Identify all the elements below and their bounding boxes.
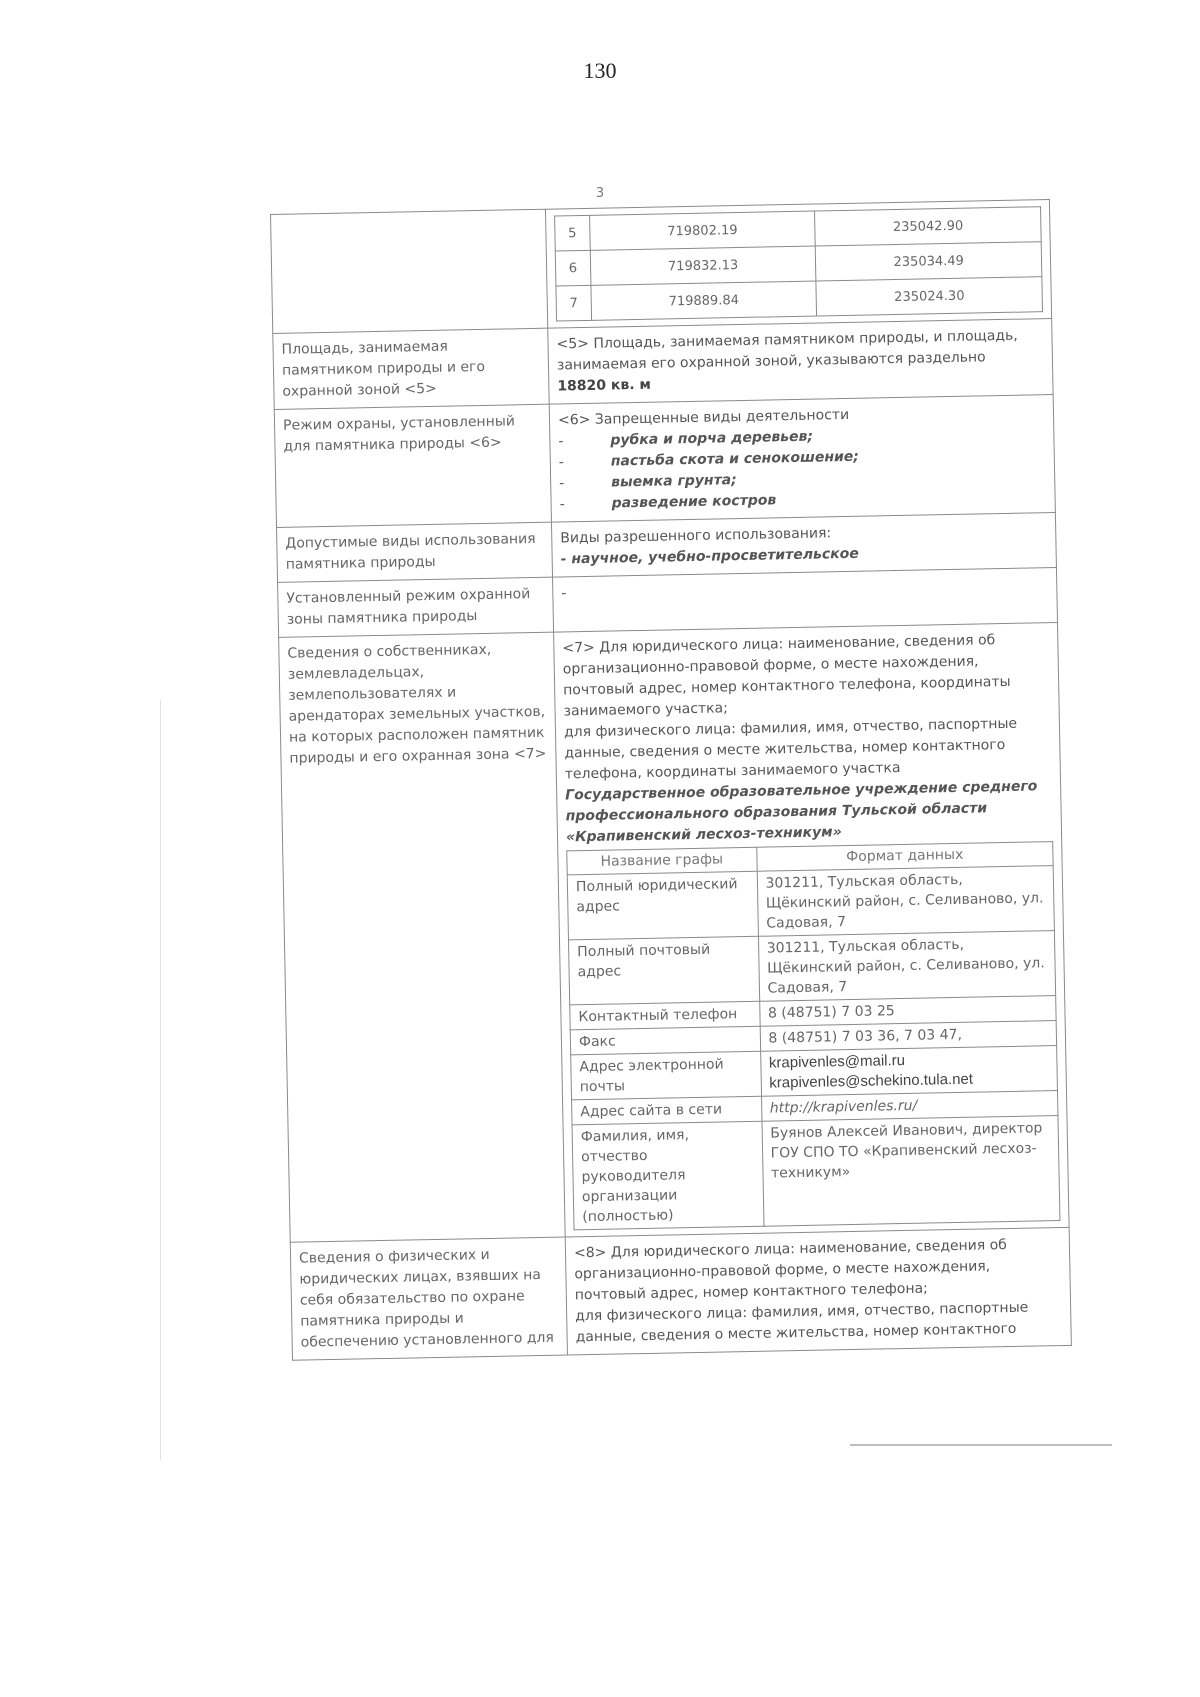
owners-text-person: для физического лица: фамилия, имя, отчество, паспортные данные, сведения о месте жительства, номер контактного телефона, координаты занимаемого участка: [563, 715, 1018, 783]
area-value: 18820 кв. м: [557, 376, 652, 395]
table-row: Фамилия, имя, отчество руководителя организации (полностью) Буянов Алексей Иванович, директор ГОУ СПО ТО «Крапивенский лесхоз-техникум»: [572, 1116, 1060, 1230]
area-text: <5> Площадь, занимаемая памятником природы, и площадь, занимаемая его охранной зоной, указываются раздельно: [556, 327, 1018, 374]
scan-edge-line: [160, 700, 161, 1460]
contacts-table: [566, 841, 1060, 1230]
coord-number: 6: [555, 250, 590, 286]
obligations-text-person: для физического лица: фамилия, имя, отчество, паспортные данные, сведения о месте жительства, номер контактного: [575, 1299, 1029, 1346]
email-link[interactable]: krapivenles@schekino.tula.net: [769, 1070, 974, 1092]
passport-table: [270, 199, 1072, 1361]
regime-heading: <6> Запрещенные виды деятельности: [557, 406, 850, 429]
table-row: Полный почтовый адрес 301211, Тульская область, Щёкинский район, с. Селиваново, ул. Садовая, 7: [568, 931, 1055, 1005]
page-number: 130: [583, 58, 617, 83]
coord-number: 7: [556, 285, 591, 321]
obligations-row: [290, 1227, 1071, 1360]
coord-x: 719802.19: [589, 211, 815, 250]
regime-row: [274, 394, 1055, 527]
list-item: - пастьба скота и сенокошение;: [558, 448, 860, 471]
allowed-value: - научное, учебно-просветительское: [560, 545, 859, 568]
column-header: Формат данных: [756, 842, 1053, 872]
area-label: Площадь, занимаемая памятником природы и его охранной зоной <5>: [273, 328, 549, 409]
coordinates-table: [554, 206, 1043, 321]
table-row: Контактный телефон 8 (48751) 7 03 25: [570, 996, 1056, 1030]
website-link[interactable]: http://krapivenles.ru/: [761, 1091, 1058, 1122]
buffer-value: -: [553, 567, 1058, 632]
scanned-form: [270, 199, 1072, 1361]
table-row: Адрес электронной почты krapivenles@mail.ru krapivenles@schekino.tula.net: [571, 1046, 1058, 1100]
email-link[interactable]: krapivenles@mail.ru: [768, 1051, 906, 1072]
coord-y: 235024.30: [816, 277, 1042, 316]
list-item: - выемка грунта;: [559, 472, 737, 492]
coord-number: 5: [555, 215, 590, 251]
owners-label: Сведения о собственниках, землевладельцах, землепользователях и арендаторах земельных участков, на которых расположен памятник природы и его охранная зона <7>: [279, 632, 566, 1242]
inner-page-number: 3: [595, 186, 605, 201]
buffer-label: Установленный режим охранной зоны памятника природы: [278, 577, 554, 637]
scan-edge-line: [850, 1444, 1112, 1446]
owners-organization: Государственное образовательное учреждение среднего профессионального образования Тульской области «Крапивенский лесхоз-техникум»: [565, 778, 1038, 846]
table-row: Факс 8 (48751) 7 03 36, 7 03 47,: [570, 1021, 1056, 1055]
list-item: - разведение костров: [559, 492, 777, 513]
coord-x: 719889.84: [591, 281, 817, 320]
regime-label: Режим охраны, установленный для памятника природы <6>: [274, 404, 551, 527]
allowed-label: Допустимые виды использования памятника природы: [277, 522, 553, 582]
obligations-label: Сведения о физических и юридических лицах, взявших на себя обязательство по охране памятника природы и обеспечению установленного для: [290, 1237, 567, 1360]
coordinates-row: [271, 200, 1052, 334]
column-header: Название графы: [567, 847, 757, 875]
table-row: Адрес сайта в сети http://krapivenles.ru/: [572, 1091, 1058, 1125]
coord-y: 235042.90: [815, 207, 1041, 246]
coord-x: 719832.13: [590, 246, 816, 285]
obligations-text-legal: <8> Для юридического лица: наименование, сведения об организационно-правовой форме, о месте нахождения, почтовый адрес, номер контактного телефона;: [573, 1237, 1008, 1304]
allowed-heading: Виды разрешенного использования:: [560, 525, 832, 547]
forbidden-list: [558, 422, 1047, 515]
table-row: Полный юридический адрес 301211, Тульская область, Щёкинский район, с. Селиваново, ул. Садовая, 7: [567, 866, 1054, 940]
owners-row: [279, 622, 1069, 1242]
owners-text-legal: <7> Для юридического лица: наименование, сведения об организационно-правовой форме, о месте нахождения, почтовый адрес, номер контактного телефона, координаты занимаемого участка;: [562, 632, 1011, 720]
list-item: - рубка и порча деревьев;: [558, 428, 814, 450]
coord-y: 235034.49: [816, 242, 1042, 281]
